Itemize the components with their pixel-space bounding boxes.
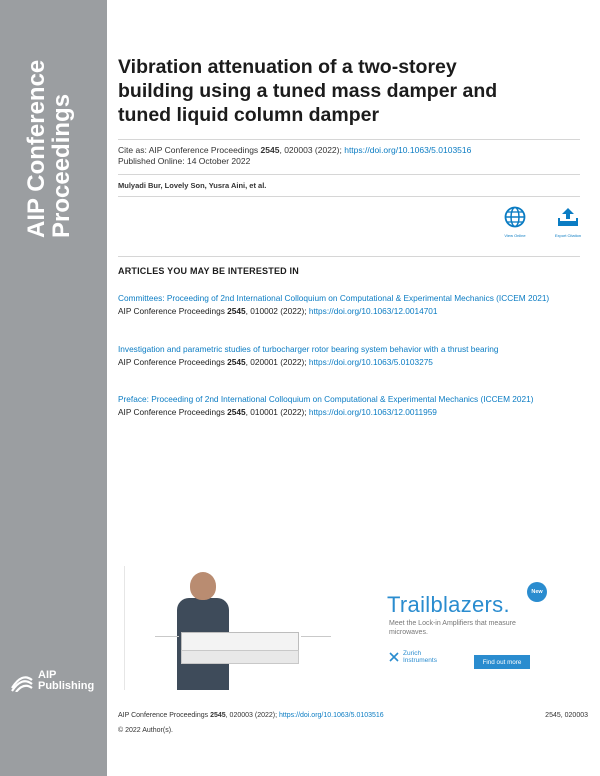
copyright: © 2022 Author(s). (118, 727, 173, 734)
view-online-button[interactable]: View Online (490, 206, 540, 238)
ad-person-head (190, 572, 216, 600)
related-articles-heading: ARTICLES YOU MAY BE INTERESTED IN (118, 266, 299, 276)
ad-new-badge: New (527, 582, 547, 602)
export-icon (557, 206, 579, 228)
journal-sidebar (0, 0, 107, 776)
ad-instrument-front (181, 650, 299, 664)
doi-link[interactable]: https://doi.org/10.1063/5.0103516 (279, 712, 384, 719)
advertisement-banner[interactable] (124, 566, 574, 690)
article-title-link[interactable]: Preface: Proceeding of 2nd International Colloquium on Computational & Experimental Mechanics (ICCEM 2021) (118, 394, 534, 404)
doi-link[interactable]: https://doi.org/10.1063/5.0103516 (344, 145, 472, 155)
divider (118, 174, 580, 175)
doi-link[interactable]: https://doi.org/10.1063/5.0103275 (308, 357, 433, 367)
list-item: Investigation and parametric studies of turbocharger rotor bearing system behavior with a thrust bearing AIP Conference Proceedings 2545, 020001 (2022); https://doi.org/10.1063/5.0103275 (118, 343, 580, 368)
list-item: Committees: Proceeding of 2nd International Colloquium on Computational & Experimental Mechanics (ICCEM 2021) AIP Conference Proceedings 2545, 010002 (2022); https://doi.org/10.1063/12.0014701 (118, 292, 580, 317)
page-number: 2545, 020003 (545, 712, 588, 719)
divider (118, 256, 580, 257)
author-list: Mulyadi Bur, Lovely Son, Yusra Aini, et al. (118, 181, 267, 190)
ad-brand-logo: Zurich Instruments (389, 650, 437, 664)
doi-link[interactable]: https://doi.org/10.1063/12.0011959 (308, 407, 437, 417)
zurich-logo-icon (389, 652, 399, 662)
divider (118, 139, 580, 140)
published-date: Published Online: 14 October 2022 (118, 156, 251, 166)
list-item: Preface: Proceeding of 2nd International Colloquium on Computational & Experimental Mechanics (ICCEM 2021) AIP Conference Proceedings 2545, 010001 (2022); https://doi.org/10.1063/12.0011959 (118, 393, 580, 418)
article-title-link[interactable]: Committees: Proceeding of 2nd International Colloquium on Computational & Experimental Mechanics (ICCEM 2021) (118, 293, 550, 303)
ad-headline: Trailblazers. (387, 592, 510, 617)
ad-decor-line (301, 636, 331, 637)
globe-icon (504, 206, 526, 228)
paper-title: Vibration attenuation of a two-storey building using a tuned mass damper and tuned liquid column damper (118, 56, 498, 126)
find-out-more-button[interactable]: Find out more (474, 655, 530, 669)
ad-subtitle: Meet the Lock-in Amplifiers that measure microwaves. (389, 620, 516, 636)
citation-block: Cite as: AIP Conference Proceedings 2545, 020003 (2022); https://doi.org/10.1063/5.0103516 Published Online: 14 October 2022 (118, 145, 472, 166)
export-citation-button[interactable]: Export Citation (543, 206, 593, 238)
divider (118, 196, 580, 197)
doi-link[interactable]: https://doi.org/10.1063/12.0014701 (308, 306, 438, 316)
aip-logo-icon (10, 670, 34, 692)
publisher-logo[interactable]: AIP Publishing (10, 670, 94, 692)
ad-decor-line (155, 636, 179, 637)
article-title-link[interactable]: Investigation and parametric studies of turbocharger rotor bearing system behavior with a thrust bearing (118, 344, 499, 354)
journal-name: AIP Conference Proceedings (23, 59, 75, 238)
